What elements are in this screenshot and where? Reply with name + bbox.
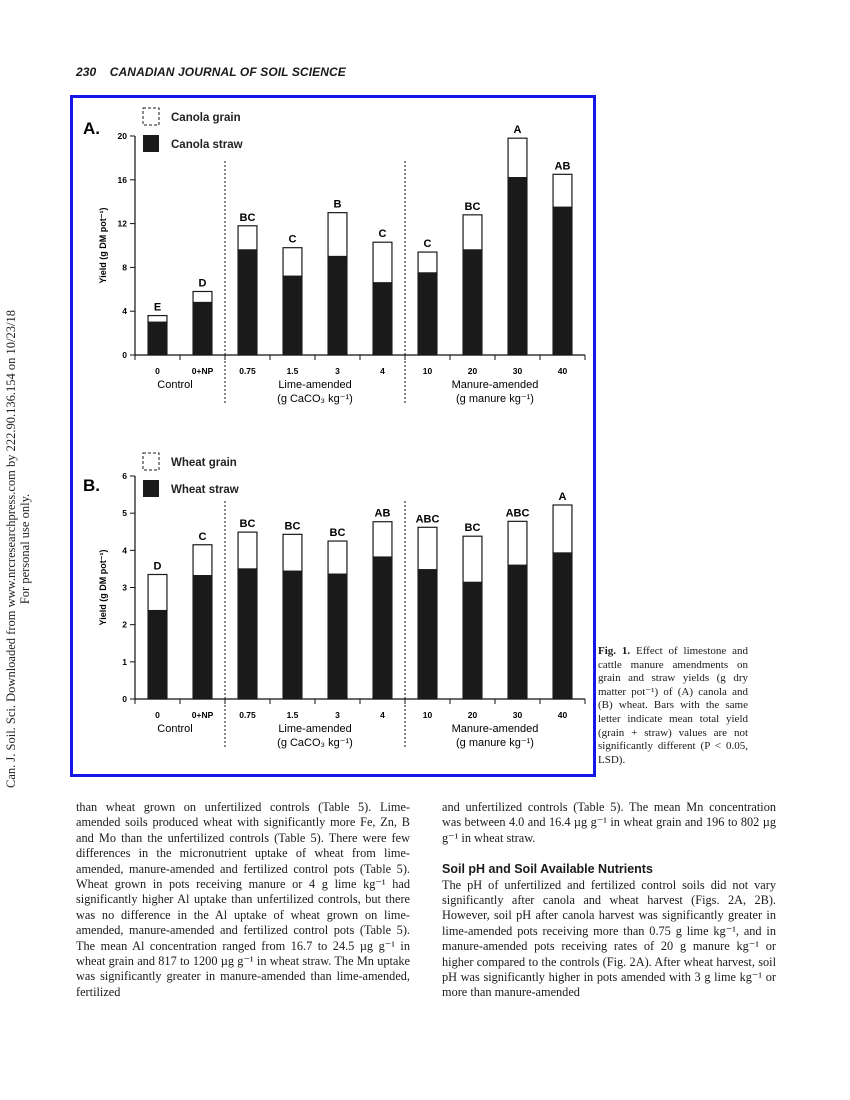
legend-swatch-grain — [143, 453, 159, 470]
significance-letter: C — [198, 530, 207, 543]
y-tick-label: 5 — [122, 508, 127, 519]
x-tick-label: 40 — [557, 710, 568, 720]
download-watermark-note — [4, 269, 32, 829]
significance-letter: BC — [284, 520, 301, 533]
y-tick-label: 8 — [122, 262, 127, 273]
bar-segment-straw — [328, 256, 347, 355]
y-tick-label: 16 — [117, 174, 127, 185]
bar-segment-straw — [148, 611, 167, 699]
figure-1-box — [70, 95, 596, 777]
page-number: 230 — [76, 65, 97, 79]
significance-letter: A — [558, 490, 567, 503]
bar-segment-grain — [553, 174, 572, 207]
x-tick-label: 3 — [335, 710, 340, 720]
x-tick-label: 1.5 — [286, 710, 299, 720]
figure-1-charts — [73, 98, 593, 774]
y-tick-label: 20 — [117, 131, 127, 141]
significance-letter: BC — [239, 518, 256, 531]
bar-segment-straw — [283, 571, 302, 699]
group-label: Lime-amended — [278, 723, 352, 735]
bar-segment-grain — [373, 522, 392, 557]
significance-letter: B — [333, 198, 342, 211]
y-axis-label: Yield (g DM pot⁻¹) — [98, 207, 108, 284]
group-sublabel: (g CaCO₃ kg⁻¹) — [277, 393, 353, 405]
legend-swatch-grain — [143, 108, 159, 125]
bar-segment-straw — [418, 273, 437, 355]
bar-segment-grain — [193, 291, 212, 302]
side-note-line-1: Can. J. Soil. Sci. Downloaded from www.nrcresearchpress.com by 222.90.136.154 on 10/23/18 — [4, 310, 18, 788]
bar-segment-grain — [328, 541, 347, 574]
legend-swatch-straw — [143, 480, 159, 497]
chart-a-canola — [83, 108, 585, 405]
bar-segment-straw — [553, 207, 572, 355]
group-sublabel: (g CaCO₃ kg⁻¹) — [277, 737, 353, 749]
bar-segment-straw — [553, 553, 572, 699]
side-note-line-2: For personal use only. — [18, 493, 32, 605]
legend-label: Canola grain — [171, 112, 241, 124]
significance-letter: ABC — [505, 507, 530, 520]
bar-segment-grain — [463, 536, 482, 582]
y-tick-label: 6 — [122, 471, 127, 481]
y-axis-label: Yield (g DM pot⁻¹) — [98, 549, 108, 626]
significance-letter: BC — [329, 527, 346, 540]
y-tick-label: 1 — [122, 656, 127, 667]
group-label: Lime-amended — [278, 379, 352, 391]
x-tick-label: 0 — [155, 710, 160, 720]
section-heading: Soil pH and Soil Available Nutrients — [442, 862, 653, 877]
bar-segment-grain — [193, 545, 212, 576]
bar-segment-straw — [238, 569, 257, 699]
x-tick-label: 10 — [422, 710, 433, 720]
significance-letter: D — [198, 277, 207, 290]
panel-label: A. — [83, 119, 100, 138]
bar-segment-grain — [553, 505, 572, 553]
bar-segment-grain — [508, 138, 527, 177]
bar-segment-grain — [328, 213, 347, 257]
legend-swatch-straw — [143, 135, 159, 152]
running-head — [76, 65, 346, 79]
significance-letter: D — [153, 560, 162, 573]
paragraph-left: than wheat grown on unfertilized controls (Table 5). Lime-amended soils produced wheat with significantly more Fe, Zn, B and Mo than the unfertilized controls (Table 5). There were few differences in the micronutrient uptake of wheat from lime-amended, manure-amended and fertilized control pots (Table 5). Wheat grown in pots receiving manure or 4 g lime kg⁻¹ had significantly higher Al uptake than unfertilized controls, but there was no difference in the Al uptake of wheat grown on lime-amended, manure-amended and fertilized control pots (Table 5). The mean Al concentration ranged from 16.7 to 24.5 µg g⁻¹ in wheat grain and 817 to 1200 µg g⁻¹ in wheat straw. The Mn uptake was significantly greater in manure-amended than lime-amended, fertilized — [76, 800, 410, 999]
bar-segment-straw — [238, 250, 257, 355]
significance-letter: BC — [464, 522, 481, 535]
bar-segment-grain — [283, 534, 302, 571]
x-tick-label: 20 — [467, 710, 478, 720]
x-tick-label: 10 — [422, 366, 433, 376]
significance-letter: AB — [374, 507, 391, 520]
y-tick-label: 3 — [122, 582, 127, 593]
group-label: Control — [157, 379, 193, 391]
bar-segment-grain — [373, 242, 392, 283]
group-label: Manure-amended — [451, 723, 539, 735]
significance-letter: AB — [554, 160, 571, 173]
significance-letter: C — [378, 228, 387, 241]
bar-segment-straw — [283, 276, 302, 355]
caption-label: Fig. 1. — [598, 645, 631, 657]
x-tick-label: 4 — [380, 710, 385, 720]
bar-segment-straw — [373, 557, 392, 699]
chart-b-wheat — [83, 453, 585, 749]
bar-segment-grain — [148, 316, 167, 323]
bar-segment-grain — [418, 527, 437, 569]
x-tick-label: 0.75 — [239, 366, 256, 376]
bar-segment-grain — [238, 532, 257, 569]
x-tick-label: 3 — [335, 366, 340, 376]
body-column-right — [442, 800, 776, 1001]
x-tick-label: 40 — [557, 366, 568, 376]
x-tick-label: 20 — [467, 366, 478, 376]
bar-segment-straw — [328, 574, 347, 699]
bar-segment-straw — [148, 322, 167, 355]
body-column-left — [76, 800, 410, 1000]
bar-segment-grain — [148, 574, 167, 610]
x-tick-label: 0 — [155, 366, 160, 376]
significance-letter: C — [423, 238, 432, 251]
bar-segment-grain — [238, 226, 257, 250]
legend-label: Wheat grain — [171, 457, 237, 469]
significance-letter: A — [513, 124, 522, 137]
x-tick-label: 0+NP — [191, 710, 214, 720]
bar-segment-straw — [193, 302, 212, 355]
bar-segment-grain — [508, 521, 527, 565]
group-sublabel: (g manure kg⁻¹) — [456, 393, 534, 405]
bar-segment-straw — [463, 582, 482, 699]
bar-segment-straw — [463, 250, 482, 355]
journal-title: CANADIAN JOURNAL OF SOIL SCIENCE — [109, 65, 346, 79]
panel-label: B. — [83, 476, 100, 495]
x-tick-label: 4 — [380, 366, 385, 376]
group-sublabel: (g manure kg⁻¹) — [456, 737, 534, 749]
y-tick-label: 0 — [122, 350, 127, 360]
bar-segment-straw — [193, 576, 212, 699]
bar-segment-grain — [463, 215, 482, 250]
x-tick-label: 0.75 — [239, 710, 256, 720]
legend-label: Canola straw — [171, 139, 243, 151]
paragraph-right-1: and unfertilized controls (Table 5). The mean Mn concentration was between 4.0 and 16.4 µg g⁻¹ in wheat grain and 196 to 802 µg g⁻¹ in wheat straw. — [442, 800, 776, 845]
caption-text: Effect of limestone and cattle manure amendments on grain and straw yields (g dry matter pot⁻¹) of (A) canola and (B) wheat. Bars with the same letter indicate mean total yield (grain + straw) values are not significantly different (P < 0.05, LSD). — [598, 645, 749, 766]
figure-caption — [598, 645, 748, 767]
legend-label: Wheat straw — [171, 484, 239, 496]
group-label: Manure-amended — [451, 379, 539, 391]
y-tick-label: 4 — [122, 306, 127, 317]
group-label: Control — [157, 723, 193, 735]
bar-segment-grain — [418, 252, 437, 273]
paragraph-right-2: The pH of unfertilized and fertilized control soils did not vary significantly after canola and wheat harvest (Figs. 2A, 2B). However, soil pH after canola harvest was significantly greater in lime-amended pots receiving more than 0.75 g lime kg⁻¹, and in manure-amended pots receiving rates of 20 g manure kg⁻¹ or higher compared to the controls (Fig. 2A). After wheat harvest, soil pH was significantly higher in pots amended with 3 g lime kg⁻¹ or more than manure-amended — [442, 877, 776, 1000]
bar-segment-straw — [418, 570, 437, 699]
x-tick-label: 1.5 — [286, 366, 299, 376]
bar-segment-straw — [508, 178, 527, 355]
significance-letter: BC — [239, 211, 256, 224]
y-tick-label: 12 — [117, 218, 127, 229]
bar-segment-grain — [283, 248, 302, 276]
y-tick-label: 4 — [122, 545, 127, 556]
y-tick-label: 0 — [122, 694, 127, 704]
significance-letter: ABC — [415, 513, 440, 526]
bar-segment-straw — [508, 565, 527, 699]
y-tick-label: 2 — [122, 619, 127, 630]
significance-letter: E — [153, 301, 162, 314]
x-tick-label: 0+NP — [191, 366, 214, 376]
significance-letter: C — [288, 233, 297, 246]
x-tick-label: 30 — [512, 710, 523, 720]
bar-segment-straw — [373, 283, 392, 355]
x-tick-label: 30 — [512, 366, 523, 376]
significance-letter: BC — [464, 200, 481, 213]
